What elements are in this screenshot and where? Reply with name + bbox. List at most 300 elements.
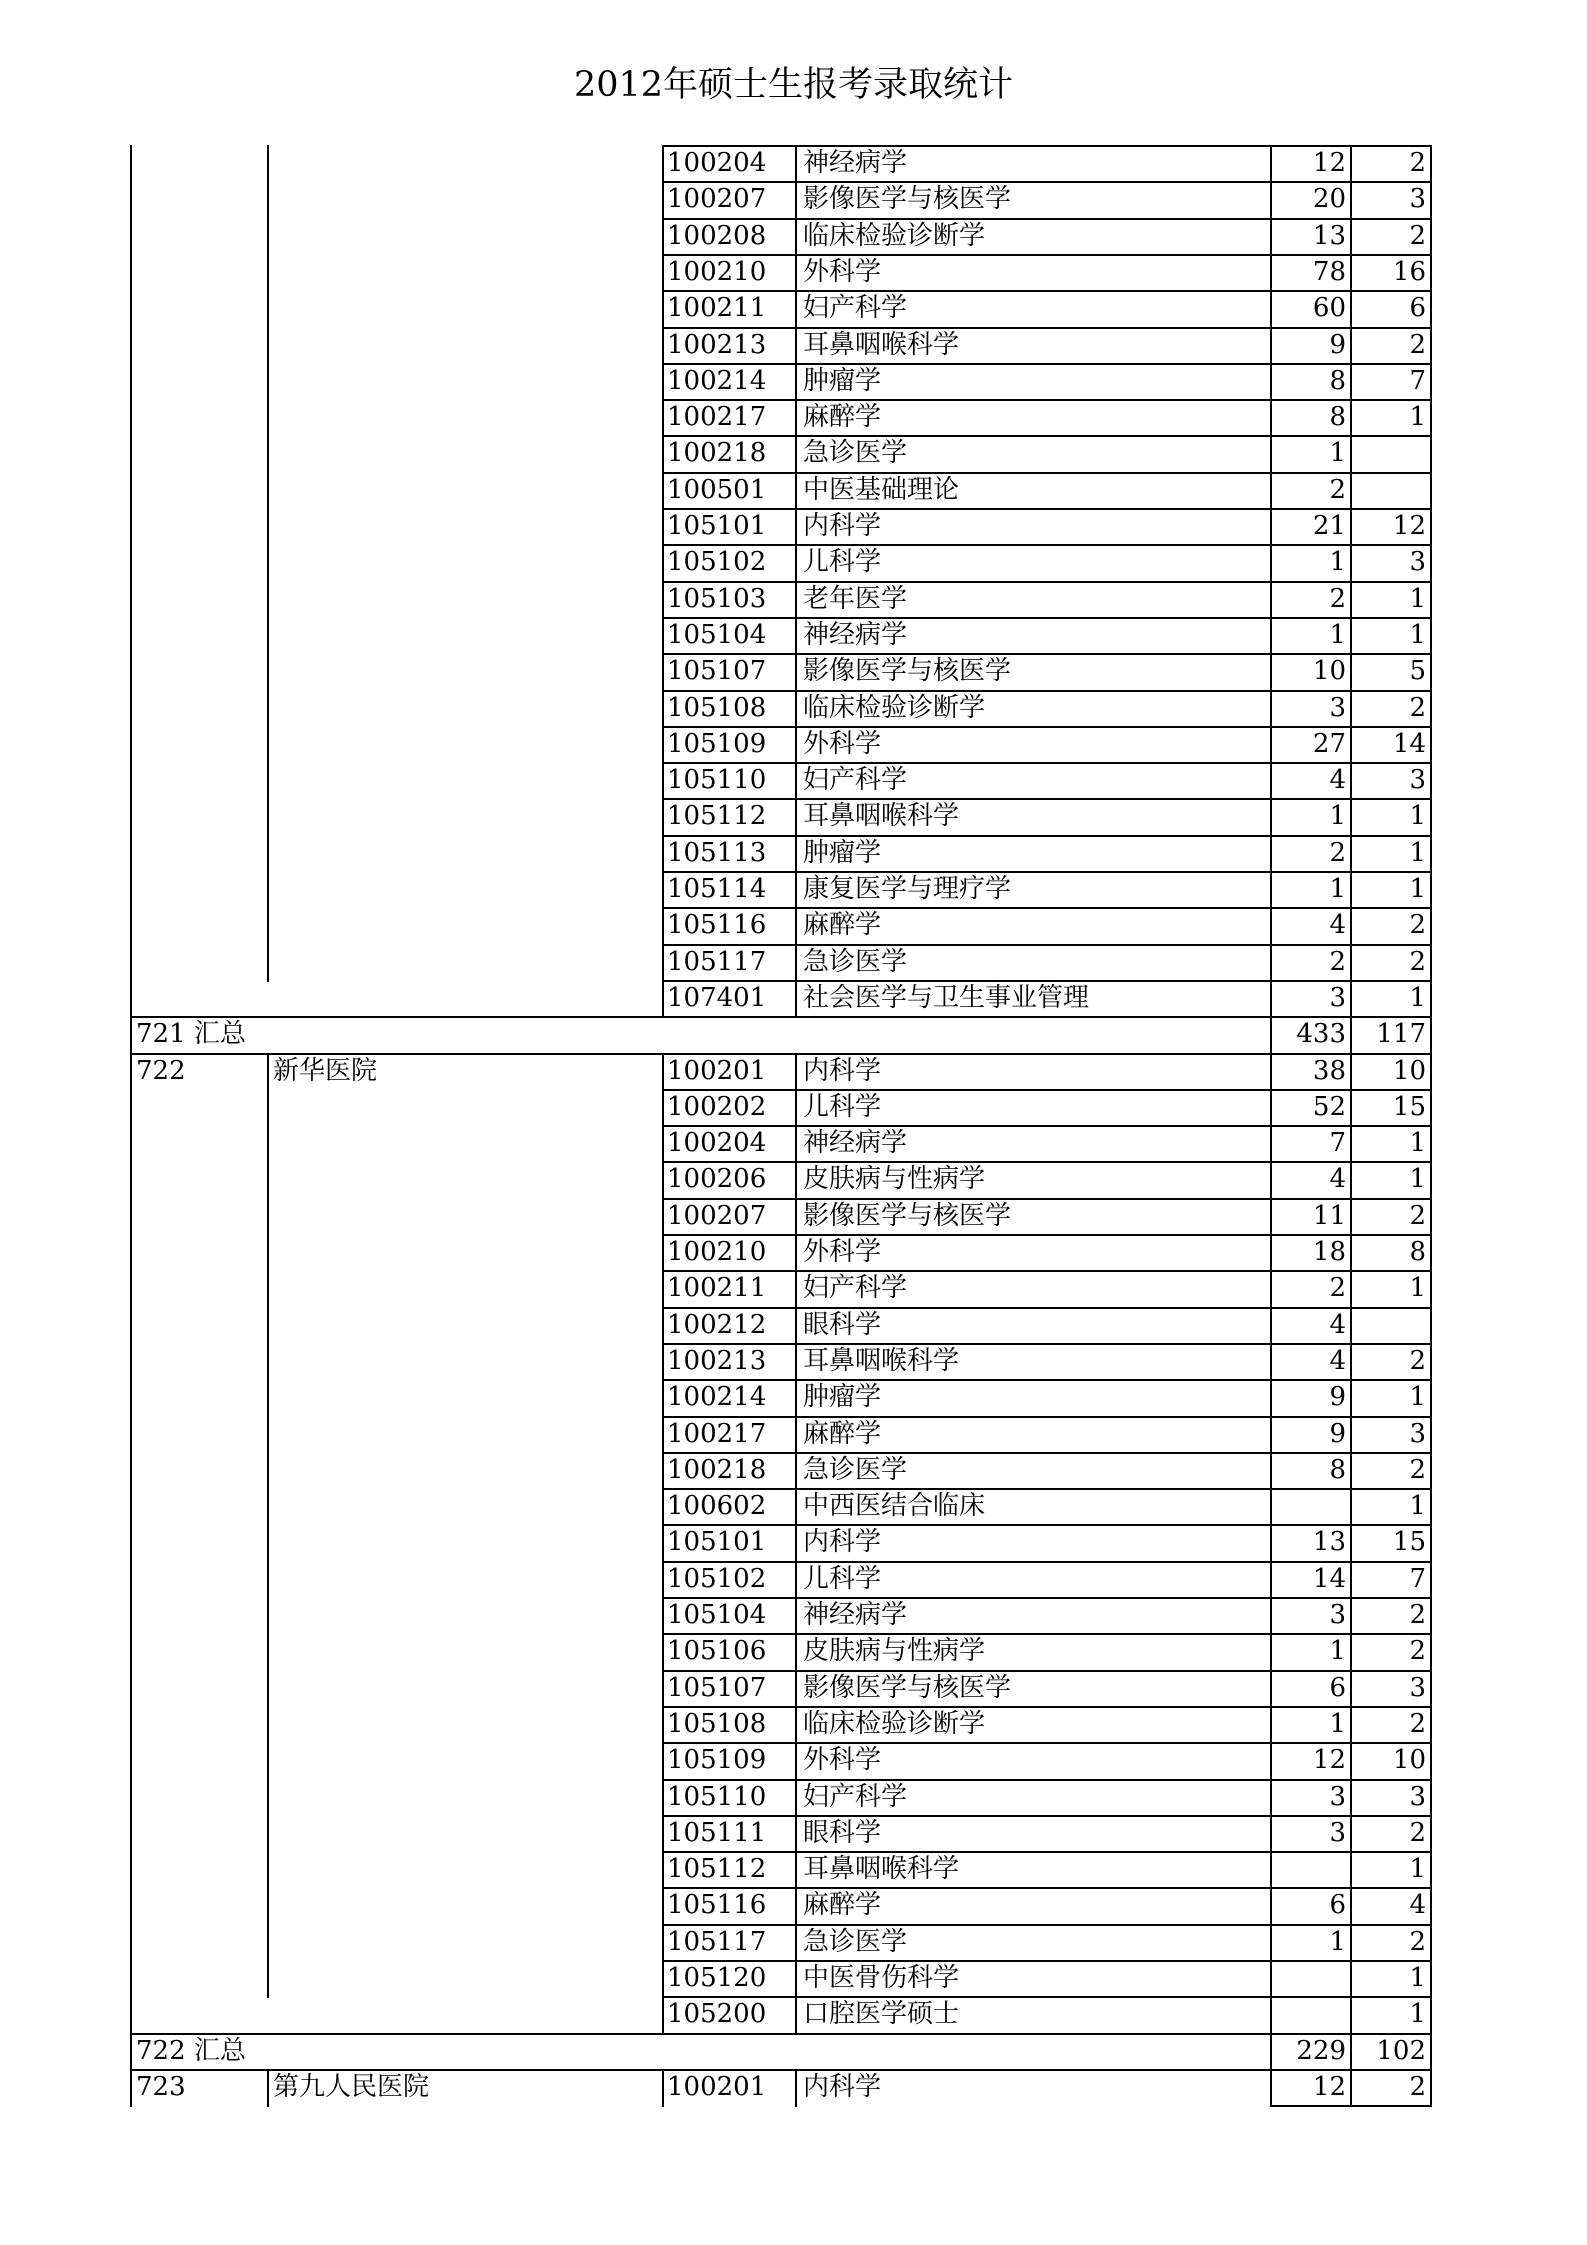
major-name: 皮肤病与性病学 <box>803 1636 986 1667</box>
major-code: 100602 <box>667 1491 767 1522</box>
major-name: 外科学 <box>803 728 882 759</box>
major-code: 100211 <box>667 1273 767 1304</box>
admitted-count: 5 <box>1409 656 1426 687</box>
applied-count: 21 <box>1312 511 1346 541</box>
admitted-count: 1 <box>1409 874 1426 904</box>
column-divider <box>130 2033 132 2071</box>
major-code: 105104 <box>667 1600 767 1630</box>
admitted-count: 1 <box>1409 801 1426 832</box>
row-divider <box>662 544 1432 546</box>
row-divider <box>662 1089 1432 1091</box>
applied-count: 8 <box>1329 402 1346 433</box>
applied-count: 1 <box>1329 1708 1346 1739</box>
applied-count: 12 <box>1312 1745 1346 1776</box>
row-divider <box>662 907 1432 909</box>
summary-label: 722 汇总 <box>136 2035 246 2066</box>
major-code: 100207 <box>667 184 767 215</box>
admitted-count: 10 <box>1392 1745 1426 1776</box>
admitted-count: 1 <box>1409 1491 1426 1522</box>
major-name: 中医骨伤科学 <box>803 1963 960 1993</box>
admitted-count: 12 <box>1392 511 1426 541</box>
major-name: 急诊医学 <box>803 438 908 469</box>
major-name: 老年医学 <box>803 583 908 614</box>
column-divider <box>130 2069 132 2107</box>
row-divider <box>130 1016 1432 1018</box>
column-divider <box>795 2069 797 2107</box>
major-name: 神经病学 <box>803 1128 908 1159</box>
major-code: 100204 <box>667 1128 767 1159</box>
major-name: 耳鼻咽喉科学 <box>803 801 960 832</box>
major-code: 100213 <box>667 1345 767 1376</box>
row-divider <box>662 1270 1432 1272</box>
applied-count: 38 <box>1312 1055 1346 1086</box>
major-name: 麻醉学 <box>803 1418 882 1449</box>
major-code: 105116 <box>667 1890 767 1921</box>
row-divider <box>662 1488 1432 1490</box>
major-code: 105102 <box>667 547 767 578</box>
applied-count: 3 <box>1329 1817 1346 1848</box>
applied-count: 1 <box>1329 874 1346 904</box>
column-divider <box>1430 2069 1432 2107</box>
unit-code: 723 <box>136 2071 186 2102</box>
page-title: 2012年硕士生报考录取统计 <box>573 65 1014 105</box>
row-divider <box>662 1307 1432 1309</box>
major-name: 麻醉学 <box>803 402 882 433</box>
admitted-count: 2 <box>1409 1345 1426 1376</box>
summary-admitted: 117 <box>1376 1019 1426 1050</box>
applied-count: 3 <box>1329 982 1346 1013</box>
applied-count: 14 <box>1312 1563 1346 1594</box>
applied-count: 1 <box>1329 801 1346 832</box>
applied-count: 27 <box>1312 728 1346 759</box>
major-name: 肿瘤学 <box>803 365 882 396</box>
applied-count: 9 <box>1329 1418 1346 1449</box>
major-name: 儿科学 <box>803 1563 882 1594</box>
applied-count: 6 <box>1329 1672 1346 1703</box>
unit-name: 第九人民医院 <box>273 2071 430 2102</box>
column-divider <box>795 145 797 1018</box>
row-divider <box>662 871 1432 873</box>
row-divider <box>662 1597 1432 1599</box>
row-divider <box>662 1887 1432 1889</box>
major-code: 100202 <box>667 1091 767 1122</box>
admitted-count: 10 <box>1392 1055 1426 1086</box>
major-name: 影像医学与核医学 <box>803 1672 1012 1703</box>
row-divider <box>662 254 1432 256</box>
column-divider <box>1270 2069 1272 2107</box>
admitted-count: 2 <box>1409 329 1426 360</box>
applied-count: 2 <box>1329 1273 1346 1304</box>
major-name: 口腔医学硕士 <box>803 1999 960 2030</box>
column-divider <box>1350 1016 1352 1054</box>
major-name: 影像医学与核医学 <box>803 1200 1012 1231</box>
admitted-count: 1 <box>1409 1999 1426 2030</box>
major-name: 临床检验诊断学 <box>803 220 986 251</box>
column-divider <box>1350 1053 1352 2035</box>
major-code: 105102 <box>667 1563 767 1594</box>
major-name: 外科学 <box>803 1745 882 1776</box>
row-divider <box>662 581 1432 583</box>
major-code: 100208 <box>667 220 767 251</box>
applied-count: 9 <box>1329 1382 1346 1413</box>
row-divider <box>662 1343 1432 1345</box>
admitted-count: 1 <box>1409 1164 1426 1195</box>
row-divider <box>662 1633 1432 1635</box>
admitted-count: 2 <box>1409 910 1426 941</box>
major-name: 临床检验诊断学 <box>803 1708 986 1739</box>
row-divider <box>662 1815 1432 1817</box>
major-name: 临床检验诊断学 <box>803 692 986 723</box>
applied-count: 1 <box>1329 1636 1346 1667</box>
applied-count: 12 <box>1312 2071 1346 2102</box>
major-code: 105101 <box>667 1527 767 1558</box>
admitted-count: 1 <box>1409 1382 1426 1413</box>
admitted-count: 1 <box>1409 583 1426 614</box>
major-name: 中医基础理论 <box>803 474 960 505</box>
major-code: 105109 <box>667 728 767 759</box>
admitted-count: 2 <box>1409 692 1426 723</box>
major-code: 105113 <box>667 837 767 868</box>
major-code: 100201 <box>667 1055 767 1086</box>
admitted-count: 2 <box>1409 1454 1426 1485</box>
major-name: 影像医学与核医学 <box>803 656 1012 687</box>
admitted-count: 8 <box>1409 1237 1426 1267</box>
major-code: 105111 <box>667 1817 767 1848</box>
row-divider <box>662 1742 1432 1744</box>
major-code: 105107 <box>667 656 767 687</box>
applied-count: 4 <box>1329 1345 1346 1376</box>
major-code: 100212 <box>667 1309 767 1340</box>
row-divider <box>662 2069 1432 2071</box>
major-name: 康复医学与理疗学 <box>803 874 1012 904</box>
column-divider <box>662 145 664 1018</box>
column-divider <box>1270 1053 1272 2035</box>
row-divider <box>662 508 1432 510</box>
admitted-count <box>1350 435 1430 471</box>
major-code: 100214 <box>667 365 767 396</box>
major-name: 急诊医学 <box>803 1454 908 1485</box>
applied-count: 13 <box>1312 1527 1346 1558</box>
column-divider <box>1270 2033 1272 2071</box>
major-name: 耳鼻咽喉科学 <box>803 329 960 360</box>
summary-admitted: 102 <box>1376 2035 1426 2066</box>
column-divider <box>130 1053 132 2035</box>
applied-count: 3 <box>1329 692 1346 723</box>
admitted-count: 3 <box>1409 765 1426 796</box>
unit-name: 新华医院 <box>273 1055 378 1086</box>
applied-count: 11 <box>1312 1200 1346 1231</box>
major-code: 105110 <box>667 1781 767 1812</box>
applied-count <box>1270 1960 1350 1996</box>
major-name: 麻醉学 <box>803 1890 882 1921</box>
column-divider <box>1270 1016 1272 1054</box>
applied-count: 1 <box>1329 1926 1346 1957</box>
major-name: 妇产科学 <box>803 765 908 796</box>
major-name: 内科学 <box>803 1055 882 1086</box>
major-code: 100217 <box>667 402 767 433</box>
major-name: 内科学 <box>803 511 882 541</box>
major-code: 105117 <box>667 946 767 977</box>
major-code: 100218 <box>667 1454 767 1485</box>
admitted-count: 1 <box>1409 1273 1426 1304</box>
admitted-count: 1 <box>1409 619 1426 650</box>
row-divider <box>662 1670 1432 1672</box>
row-divider <box>662 944 1432 946</box>
major-code: 100210 <box>667 256 767 287</box>
row-divider <box>662 835 1432 837</box>
row-divider <box>662 327 1432 329</box>
major-name: 神经病学 <box>803 1600 908 1630</box>
major-name: 外科学 <box>803 256 882 287</box>
major-code: 105106 <box>667 1636 767 1667</box>
applied-count: 2 <box>1329 946 1346 977</box>
row-divider <box>662 1379 1432 1381</box>
major-name: 眼科学 <box>803 1309 882 1340</box>
major-code: 105116 <box>667 910 767 941</box>
admitted-count: 1 <box>1409 1963 1426 1993</box>
column-divider <box>1350 145 1352 1018</box>
major-name: 儿科学 <box>803 1091 882 1122</box>
major-name: 儿科学 <box>803 547 882 578</box>
major-name: 妇产科学 <box>803 1273 908 1304</box>
major-code: 100206 <box>667 1164 767 1195</box>
column-divider <box>662 2069 664 2107</box>
applied-count <box>1270 1996 1350 2032</box>
applied-count: 13 <box>1312 220 1346 251</box>
admitted-count: 3 <box>1409 547 1426 578</box>
row-divider <box>662 1779 1432 1781</box>
row-divider <box>662 1960 1432 1962</box>
major-name: 外科学 <box>803 1237 882 1267</box>
applied-count: 8 <box>1329 1454 1346 1485</box>
applied-count: 12 <box>1312 148 1346 178</box>
row-divider <box>662 472 1432 474</box>
applied-count: 9 <box>1329 329 1346 360</box>
row-divider <box>662 290 1432 292</box>
summary-label: 721 汇总 <box>136 1019 246 1050</box>
applied-count <box>1270 1851 1350 1887</box>
major-code: 105117 <box>667 1926 767 1957</box>
admitted-count: 1 <box>1409 1854 1426 1885</box>
column-divider <box>1350 2069 1352 2107</box>
row-divider <box>1270 2105 1432 2107</box>
row-divider <box>662 617 1432 619</box>
major-code: 107401 <box>667 982 767 1013</box>
applied-count: 4 <box>1329 1164 1346 1195</box>
admitted-count: 1 <box>1409 1128 1426 1159</box>
row-divider <box>662 653 1432 655</box>
applied-count: 4 <box>1329 1309 1346 1340</box>
major-name: 妇产科学 <box>803 293 908 324</box>
summary-applied: 229 <box>1296 2035 1346 2066</box>
row-divider <box>662 1561 1432 1563</box>
row-divider <box>662 1706 1432 1708</box>
admitted-count: 2 <box>1409 2071 1426 2102</box>
major-code: 105101 <box>667 511 767 541</box>
admitted-count: 2 <box>1409 1636 1426 1667</box>
row-divider <box>662 1234 1432 1236</box>
major-name: 妇产科学 <box>803 1781 908 1812</box>
major-name: 眼科学 <box>803 1817 882 1848</box>
admitted-count <box>1350 1307 1430 1343</box>
major-code: 100213 <box>667 329 767 360</box>
major-code: 100214 <box>667 1382 767 1413</box>
major-name: 神经病学 <box>803 148 908 178</box>
row-divider <box>662 1524 1432 1526</box>
admitted-count: 15 <box>1392 1091 1426 1122</box>
applied-count: 3 <box>1329 1600 1346 1630</box>
admitted-count: 1 <box>1409 402 1426 433</box>
applied-count: 8 <box>1329 365 1346 396</box>
major-code: 105109 <box>667 1745 767 1776</box>
row-divider <box>662 1198 1432 1200</box>
applied-count: 78 <box>1312 256 1346 287</box>
major-code: 105103 <box>667 583 767 614</box>
admitted-count: 1 <box>1409 837 1426 868</box>
row-divider <box>662 1851 1432 1853</box>
row-divider <box>662 145 1432 147</box>
admitted-count: 2 <box>1409 1926 1426 1957</box>
admitted-count: 2 <box>1409 148 1426 178</box>
column-divider <box>1430 2033 1432 2071</box>
column-divider <box>1270 145 1272 1018</box>
major-code: 100210 <box>667 1237 767 1267</box>
major-code: 105107 <box>667 1672 767 1703</box>
applied-count: 10 <box>1312 656 1346 687</box>
column-divider <box>662 1053 664 2035</box>
row-divider <box>662 1452 1432 1454</box>
major-name: 影像医学与核医学 <box>803 184 1012 215</box>
major-name: 皮肤病与性病学 <box>803 1164 986 1195</box>
column-divider <box>267 145 269 982</box>
column-divider <box>267 1053 269 1999</box>
major-code: 105110 <box>667 765 767 796</box>
admission-statistics-table <box>130 145 1430 2115</box>
row-divider <box>662 690 1432 692</box>
major-name: 耳鼻咽喉科学 <box>803 1854 960 1885</box>
applied-count: 3 <box>1329 1781 1346 1812</box>
major-name: 耳鼻咽喉科学 <box>803 1345 960 1376</box>
row-divider <box>662 363 1432 365</box>
admitted-count: 7 <box>1409 1563 1426 1594</box>
summary-applied: 433 <box>1296 1019 1346 1050</box>
admitted-count: 4 <box>1409 1890 1426 1921</box>
major-code: 105112 <box>667 1854 767 1885</box>
applied-count: 18 <box>1312 1237 1346 1267</box>
row-divider <box>662 1996 1432 1998</box>
major-name: 神经病学 <box>803 619 908 650</box>
admitted-count <box>1350 472 1430 508</box>
row-divider <box>130 2033 1432 2035</box>
admitted-count: 16 <box>1392 256 1426 287</box>
admitted-count: 2 <box>1409 946 1426 977</box>
applied-count: 2 <box>1329 837 1346 868</box>
major-name: 社会医学与卫生事业管理 <box>803 982 1090 1013</box>
major-code: 100217 <box>667 1418 767 1449</box>
major-code: 100201 <box>667 2071 767 2102</box>
applied-count: 2 <box>1329 474 1346 505</box>
row-divider <box>662 1125 1432 1127</box>
applied-count: 4 <box>1329 765 1346 796</box>
applied-count: 20 <box>1312 184 1346 215</box>
major-name: 中西医结合临床 <box>803 1491 986 1522</box>
column-divider <box>130 145 132 1018</box>
applied-count: 1 <box>1329 547 1346 578</box>
admitted-count: 3 <box>1409 1418 1426 1449</box>
applied-count: 2 <box>1329 583 1346 614</box>
major-name: 内科学 <box>803 2071 882 2102</box>
applied-count <box>1270 1488 1350 1524</box>
row-divider <box>662 218 1432 220</box>
admitted-count: 3 <box>1409 1781 1426 1812</box>
admitted-count: 6 <box>1409 293 1426 324</box>
admitted-count: 1 <box>1409 982 1426 1013</box>
column-divider <box>1430 1053 1432 2035</box>
applied-count: 6 <box>1329 1890 1346 1921</box>
row-divider <box>662 762 1432 764</box>
row-divider <box>662 798 1432 800</box>
major-code: 105112 <box>667 801 767 832</box>
major-name: 肿瘤学 <box>803 837 882 868</box>
applied-count: 7 <box>1329 1128 1346 1159</box>
row-divider <box>662 399 1432 401</box>
row-divider <box>662 435 1432 437</box>
major-code: 105104 <box>667 619 767 650</box>
row-divider <box>662 181 1432 183</box>
admitted-count: 2 <box>1409 1817 1426 1848</box>
admitted-count: 2 <box>1409 1200 1426 1231</box>
major-code: 100501 <box>667 474 767 505</box>
row-divider <box>662 726 1432 728</box>
major-name: 内科学 <box>803 1527 882 1558</box>
admitted-count: 2 <box>1409 1600 1426 1630</box>
major-code: 105108 <box>667 692 767 723</box>
major-code: 105120 <box>667 1963 767 1993</box>
major-code: 100211 <box>667 293 767 324</box>
major-name: 麻醉学 <box>803 910 882 941</box>
admitted-count: 2 <box>1409 1708 1426 1739</box>
major-code: 100207 <box>667 1200 767 1231</box>
major-name: 肿瘤学 <box>803 1382 882 1413</box>
applied-count: 4 <box>1329 910 1346 941</box>
column-divider <box>1430 1016 1432 1054</box>
major-code: 100218 <box>667 438 767 469</box>
applied-count: 52 <box>1312 1091 1346 1122</box>
column-divider <box>267 2069 269 2107</box>
row-divider <box>662 1161 1432 1163</box>
unit-code: 722 <box>136 1055 186 1086</box>
applied-count: 1 <box>1329 619 1346 650</box>
applied-count: 60 <box>1312 293 1346 324</box>
major-code: 105108 <box>667 1708 767 1739</box>
admitted-count: 15 <box>1392 1527 1426 1558</box>
admitted-count: 3 <box>1409 184 1426 215</box>
admitted-count: 14 <box>1392 728 1426 759</box>
major-code: 105114 <box>667 874 767 904</box>
row-divider <box>662 1053 1432 1055</box>
column-divider <box>130 1016 132 1054</box>
major-name: 急诊医学 <box>803 1926 908 1957</box>
column-divider <box>795 1053 797 2035</box>
admitted-count: 3 <box>1409 1672 1426 1703</box>
column-divider <box>1350 2033 1352 2071</box>
major-name: 急诊医学 <box>803 946 908 977</box>
applied-count: 1 <box>1329 438 1346 469</box>
major-code: 100204 <box>667 148 767 178</box>
row-divider <box>662 1416 1432 1418</box>
admitted-count: 7 <box>1409 365 1426 396</box>
row-divider <box>662 980 1432 982</box>
